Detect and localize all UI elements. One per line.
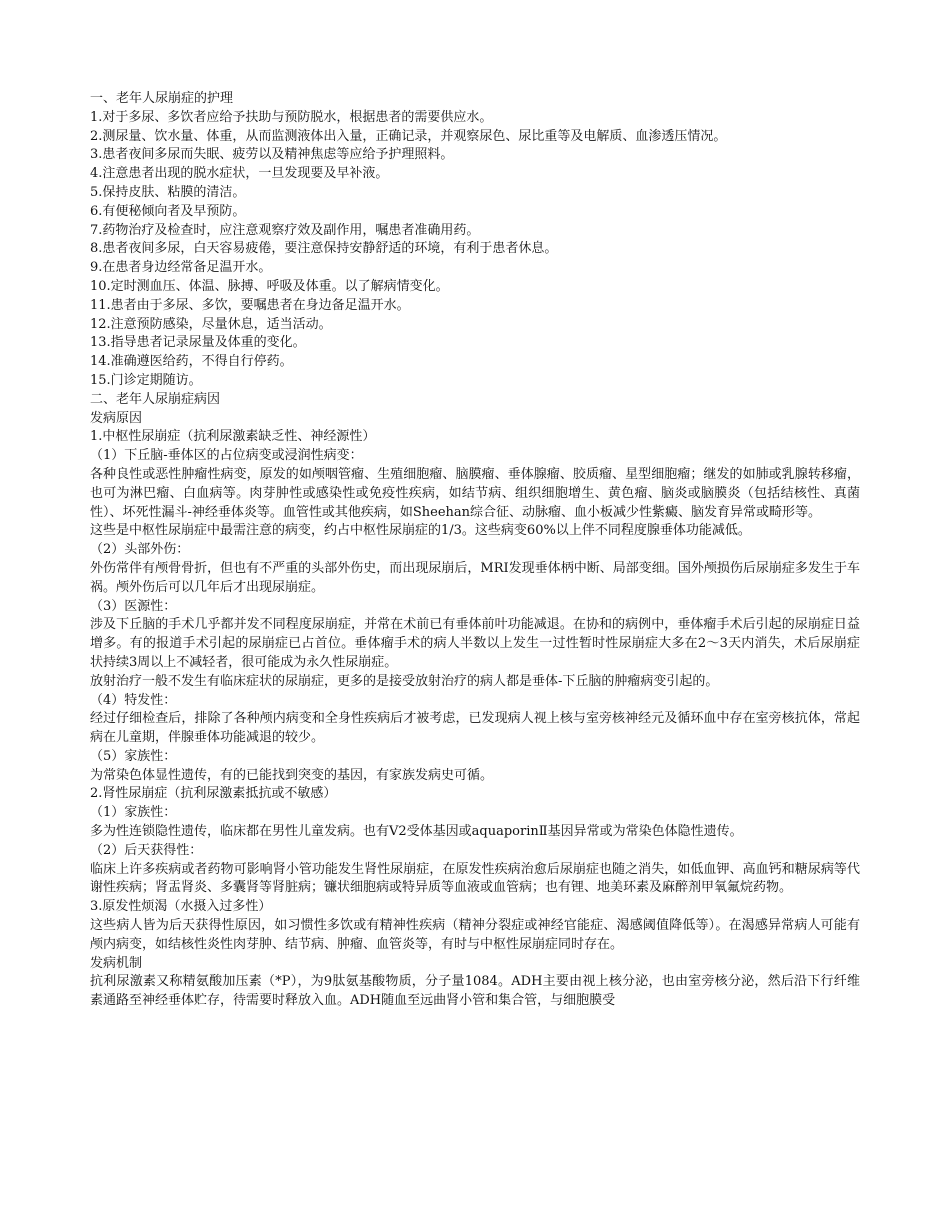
- subheading-mechanism: 发病机制: [90, 955, 143, 971]
- nursing-item-8: 8.患者夜间多尿，白天容易疲倦，要注意保持安静舒适的环境，有利于患者休息。: [90, 241, 558, 257]
- paragraph-nephro-familial: 多为性连锁隐性遗传，临床都在男性儿童发病。也有V2受体基因或aquaporinⅡ基因异常或为常染色体隐性遗传。: [90, 824, 743, 840]
- subheading-familial: （5）家族性：: [90, 748, 177, 764]
- nursing-item-1: 1.对于多尿、多饮者应给予扶助与预防脱水，根据患者的需要供应水。: [90, 109, 493, 125]
- nursing-item-6: 6.有便秘倾向者及早预防。: [90, 203, 246, 219]
- section-heading-nursing: 一、老年人尿崩症的护理: [90, 91, 234, 106]
- paragraph-tumors: 各种良性或恶性肿瘤性病变，原发的如颅咽管瘤、生殖细胞瘤、脑膜瘤、垂体腺瘤、胶质瘤、星型细胞瘤；继发的如肺或乳腺转移瘤，也可为淋巴瘤、白血病等。肉芽肿性或感染性或免疫性疾病，如结节病、组织细胞增生、黄色瘤、脑炎或脑膜炎（包括结核性、真菌性）、坏死性漏斗-神经垂体炎等。血管性或其他疾病，如Sheehan综合征、动脉瘤、血小板减少性紫癜、脑发育异常或畸形等。: [90, 466, 860, 520]
- subheading-cause: 发病原因: [90, 410, 143, 426]
- heading-primary-polydipsia: 3.原发性烦渴（水摄入过多性）: [90, 899, 272, 915]
- paragraph-surgery: 涉及下丘脑的手术几乎都并发不同程度尿崩症，并常在术前已有垂体前叶功能减退。在协和的病例中，垂体瘤手术后引起的尿崩症日益增多。有的报道手术引起的尿崩症已占首位。垂体瘤手术的病人半数以上发生一过性暂时性尿崩症大多在2～3天内消失，术后尿崩症状持续3周以上不减轻者，很可能成为永久性尿崩症。: [90, 617, 860, 670]
- paragraph-idiopathic: 经过仔细检查后，排除了各种颅内病变和全身性疾病后才被考虑，已发现病人视上核与室旁核神经元及循环血中存在室旁核抗体，常起病在儿童期，伴腺垂体功能减退的较少。: [90, 711, 860, 746]
- nursing-item-2: 2.测尿量、饮水量、体重，从而监测液体出入量，正确记录，并观察尿色、尿比重等及电解质、血渗透压情况。: [90, 128, 727, 144]
- paragraph-lesion-proportion: 这些是中枢性尿崩症中最需注意的病变，约占中枢性尿崩症的1/3。这些病变60%以上伴不同程度腺垂体功能减低。: [90, 523, 751, 539]
- heading-nephrogenic-di: 2.肾性尿崩症（抗利尿激素抵抗或不敏感）: [90, 786, 337, 802]
- nursing-item-15: 15.门诊定期随访。: [90, 372, 202, 388]
- nursing-item-11: 11.患者由于多尿、多饮，要嘱患者在身边备足温开水。: [90, 297, 410, 313]
- nursing-item-10: 10.定时测血压、体温、脉搏、呼吸及体重。以了解病情变化。: [90, 278, 449, 294]
- section-heading-etiology: 二、老年人尿崩症病因: [90, 391, 221, 407]
- subheading-acquired: （2）后天获得性：: [90, 842, 203, 858]
- nursing-item-9: 9.在患者身边经常备足温开水。: [90, 260, 272, 276]
- paragraph-mechanism: 抗利尿激素又称精氨酸加压素（*P），为9肽氨基酸物质，分子量1084。ADH主要由视上核分泌，也由室旁核分泌，然后沿下行纤维素通路至神经垂体贮存，待需要时释放入血。ADH随血至远曲肾小管和集合管，与细胞膜受: [90, 974, 860, 1009]
- paragraph-radiotherapy: 放射治疗一般不发生有临床症状的尿崩症，更多的是接受放射治疗的病人都是垂体-下丘脑的肿瘤病变引起的。: [90, 673, 719, 689]
- subheading-idiopathic: （4）特发性：: [90, 692, 177, 708]
- nursing-item-7: 7.药物治疗及检查时，应注意观察疗效及副作用，嘱患者准确用药。: [90, 222, 480, 238]
- nursing-item-12: 12.注意预防感染，尽量休息，适当活动。: [90, 316, 332, 332]
- paragraph-polydipsia: 这些病人皆为后天获得性原因，如习惯性多饮或有精神性疾病（精神分裂症或神经官能症、渴感阈值降低等）。在渴感异常病人可能有颅内病变，如结核性炎性肉芽肿、结节病、肿瘤、血管炎等，有时与中枢性尿崩症同时存在。: [90, 918, 860, 952]
- subheading-nephro-familial: （1）家族性：: [90, 805, 177, 821]
- paragraph-acquired: 临床上许多疾病或者药物可影响肾小管功能发生肾性尿崩症，在原发性疾病治愈后尿崩症也随之消失，如低血钾、高血钙和糖尿病等代谢性疾病；肾盂肾炎、多囊肾等肾脏病；镰状细胞病或特异质等血液或血管病；也有锂、地美环素及麻醉剂甲氧氟烷药物。: [90, 861, 860, 896]
- subheading-iatrogenic: （3）医源性：: [90, 598, 177, 614]
- nursing-item-4: 4.注意患者出现的脱水症状，一旦发现要及早补液。: [90, 166, 389, 182]
- heading-central-di: 1.中枢性尿崩症（抗利尿激素缺乏性、神经源性）: [90, 429, 376, 445]
- nursing-item-14: 14.准确遵医给药，不得自行停药。: [90, 354, 293, 370]
- nursing-item-3: 3.患者夜间多尿而失眠、疲劳以及精神焦虑等应给予护理照料。: [90, 147, 454, 163]
- subheading-hypothalamic-lesion: （1）下丘脑-垂体区的占位病变或浸润性病变：: [90, 448, 363, 464]
- subheading-head-trauma: （2）头部外伤：: [90, 542, 190, 558]
- nursing-item-5: 5.保持皮肤、粘膜的清洁。: [90, 184, 246, 200]
- paragraph-head-trauma: 外伤常伴有颅骨骨折，但也有不严重的头部外伤史，而出现尿崩后，MRI发现垂体柄中断、局部变细。国外颅损伤后尿崩症多发生于车祸。颅外伤后可以几年后才出现尿崩症。: [90, 560, 860, 595]
- nursing-item-13: 13.指导患者记录尿量及体重的变化。: [90, 335, 306, 351]
- document-page: [90, 90, 860, 1011]
- paragraph-familial: 为常染色体显性遗传，有的已能找到突变的基因，有家族发病史可循。: [90, 767, 494, 783]
